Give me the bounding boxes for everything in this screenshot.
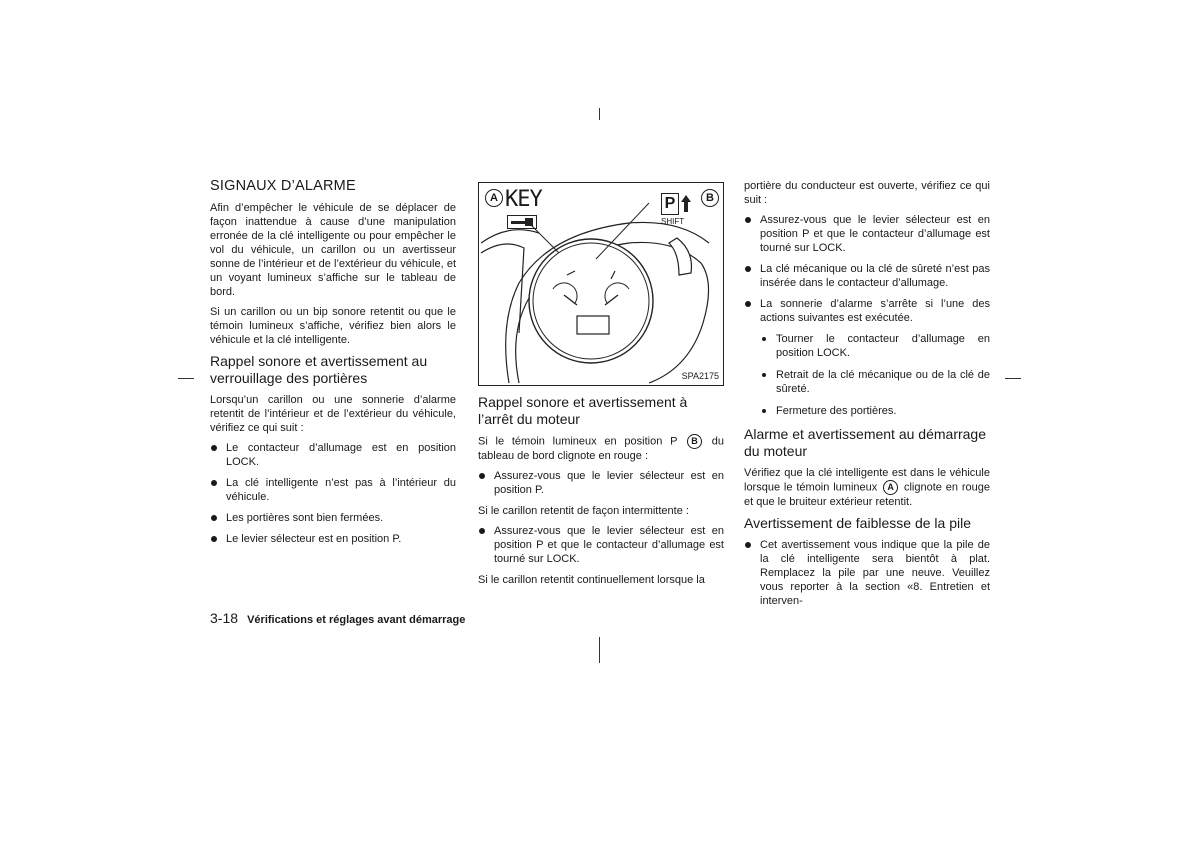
list-item: Retrait de la clé mécanique ou de la clé de sûreté. (744, 368, 990, 396)
engine-start-text-cont: clignote en rouge et que le bruiteur extérieur retentit. (744, 481, 990, 508)
intermittent-checklist (478, 524, 724, 566)
engine-stop-checklist (478, 469, 724, 497)
list-item: Le levier sélecteur est en position P. (210, 532, 456, 546)
subheading-engine-start: Alarme et avertissement au démarrage du moteur (744, 426, 986, 459)
list-item: Le contacteur d’allumage est en position LOCK. (210, 441, 456, 469)
key-label: KEY (505, 187, 542, 212)
crop-mark-left (178, 378, 194, 379)
right-column (744, 179, 990, 615)
page-number: 3-18 (210, 610, 239, 626)
door-open-checklist (744, 213, 990, 325)
arrow-stem-icon (684, 202, 688, 212)
page-footer (210, 610, 465, 626)
crop-mark-right (1005, 378, 1021, 379)
door-lock-paragraph: Lorsqu’un carillon ou une sonnerie d’alarme retentit de l’intérieur et de l’extérieur du véhicule, vérifiez ce qui suit : (210, 394, 456, 434)
list-item: Assurez-vous que le levier sélecteur est en position P et que le contacteur d’allumage est tourné sur LOCK. (744, 213, 990, 255)
callout-b-icon: B (701, 189, 719, 207)
arrow-up-icon (681, 195, 691, 202)
engine-start-paragraph (744, 466, 990, 509)
door-open-paragraph: portière du conducteur est ouverte, vérifiez ce qui suit : (744, 180, 990, 206)
alarm-stop-actions (744, 332, 990, 418)
intro-paragraph: Afin d’empêcher le véhicule de se déplacer de façon inattendue à cause d’une manipulation erronée de la clé intelligente ou pour empêcher le vol du véhicule, un carillon ou un avertisseur sonne de l’intérieur et de l’extérieur du véhicule, et un voyant lumineux s’affiche sur le tableau de bord. (210, 202, 456, 298)
engine-stop-text: Si le témoin lumineux en position P (478, 435, 678, 448)
list-item: Fermeture des portières. (744, 404, 990, 418)
middle-column (478, 394, 724, 593)
engine-stop-paragraph (478, 434, 724, 463)
shift-label: SHIFT (661, 217, 685, 226)
crop-mark-top (599, 108, 600, 120)
subheading-low-battery: Avertissement de faiblesse de la pile (744, 515, 971, 531)
list-item: Assurez-vous que le levier sélecteur est en position P et que le contacteur d’allumage est tourné sur LOCK. (478, 524, 724, 566)
list-item: La clé mécanique ou la clé de sûreté n’est pas insérée dans le contacteur d’allumage. (744, 262, 990, 290)
indicator-b-icon: B (687, 434, 702, 449)
figure-code: SPA2175 (681, 371, 719, 381)
list-item: Assurez-vous que le levier sélecteur est en position P. (478, 469, 724, 497)
shift-warning-light (661, 193, 701, 233)
callout-a-icon: A (485, 189, 503, 207)
indicator-a-icon: A (883, 480, 898, 495)
key-icon (507, 215, 537, 229)
low-battery-list (744, 538, 990, 608)
crop-mark-bottom (599, 637, 600, 663)
subheading-door-lock: Rappel sonore et avertissement au verrouillage des portières (210, 353, 428, 386)
check-paragraph: Si un carillon ou un bip sonore retentit ou que le témoin lumineux s’affiche, vérifiez bien alors le véhicule et la clé intelligente. (210, 306, 456, 346)
key-warning-light (505, 189, 545, 233)
engine-start-text: Vérifiez que la clé intelligente est dans le véhicule lorsque le témoin lumineux (744, 467, 990, 494)
section-title: Vérifications et réglages avant démarrage (247, 614, 466, 626)
intermittent-paragraph: Si le carillon retentit de façon intermittente : (478, 505, 689, 517)
continuous-paragraph: Si le carillon retentit continuellement lorsque la (478, 574, 705, 586)
section-heading: SIGNAUX D’ALARME (210, 178, 356, 194)
list-item: La sonnerie d’alarme s’arrête si l’une des actions suivantes est exécutée. (744, 297, 990, 325)
list-item: Tourner le contacteur d’allumage en position LOCK. (744, 332, 990, 360)
engine-stop-text-cont: du tableau de bord clignote en rouge : (478, 435, 724, 462)
list-item: Cet avertissement vous indique que la pile de la clé intelligente sera bientôt à plat. Remplacez la pile par une neuve. Veuillez vous reporter à la section «8. Entretien et interven- (744, 538, 990, 608)
left-column (210, 178, 456, 553)
list-item: La clé intelligente n’est pas à l’intérieur du véhicule. (210, 476, 456, 504)
door-lock-checklist (210, 441, 456, 546)
park-icon: P (661, 193, 679, 215)
list-item: Les portières sont bien fermées. (210, 511, 456, 525)
subheading-engine-stop: Rappel sonore et avertissement à l’arrêt du moteur (478, 394, 688, 427)
dashboard-figure (478, 182, 724, 386)
